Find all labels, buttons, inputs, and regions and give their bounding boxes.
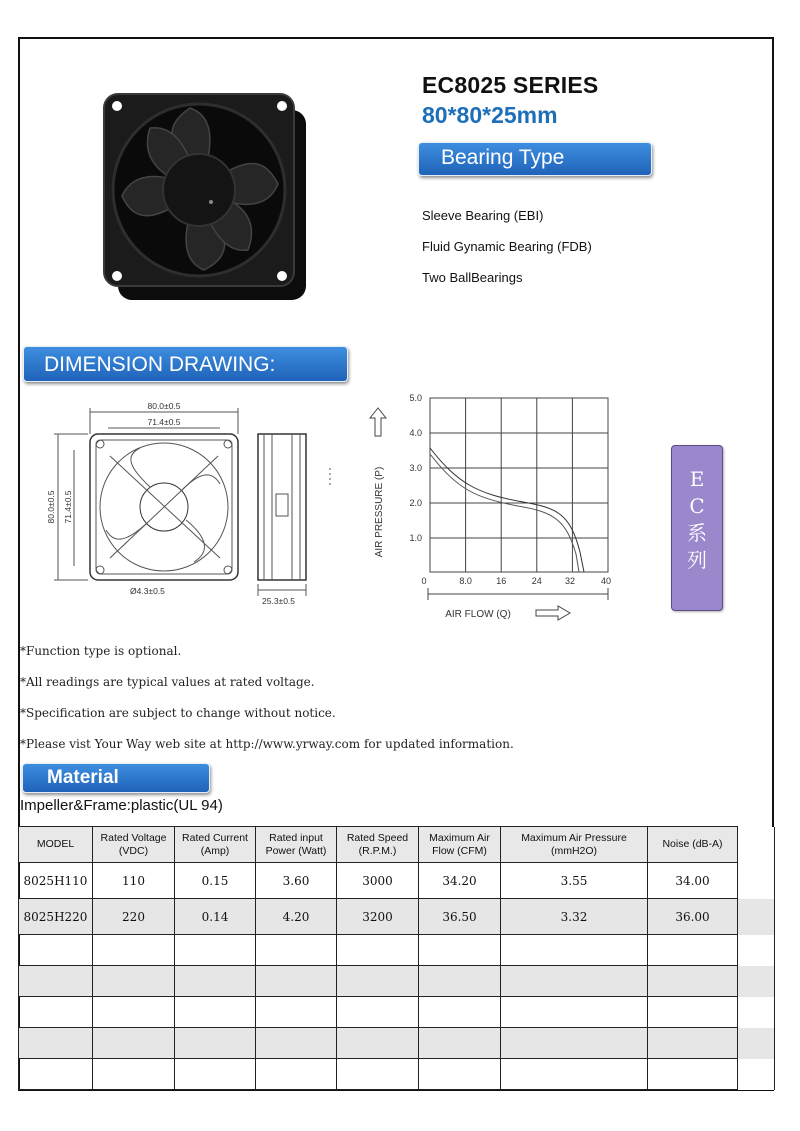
table-row xyxy=(19,899,775,935)
cell-spacer xyxy=(738,966,775,997)
empty-cell xyxy=(337,935,419,966)
ec-series-badge xyxy=(671,445,723,611)
empty-cell xyxy=(648,1059,738,1090)
cell-airflow: 34.20 xyxy=(419,863,501,899)
x-tick-label: 40 xyxy=(600,576,612,586)
cell-spacer xyxy=(738,997,775,1028)
cell-voltage: 110 xyxy=(93,863,175,899)
bearing-list xyxy=(422,200,592,293)
table-row-empty xyxy=(19,966,775,997)
cell-spacer xyxy=(738,1028,775,1059)
note-line: *Function type is optional. xyxy=(20,644,182,658)
cell-spacer xyxy=(738,899,775,935)
table-row-empty xyxy=(19,1059,775,1090)
empty-cell xyxy=(648,997,738,1028)
header-pressure: Maximum Air Pressure (mmH2O) xyxy=(501,827,648,863)
dim-height-outer: 80.0±0.5 xyxy=(46,490,56,524)
empty-cell xyxy=(501,1059,648,1090)
empty-cell xyxy=(648,1028,738,1059)
empty-cell xyxy=(256,1059,337,1090)
empty-cell xyxy=(337,966,419,997)
table-row-empty xyxy=(19,935,775,966)
empty-cell xyxy=(19,935,93,966)
bearing-item: Fluid Gynamic Bearing (FDB) xyxy=(422,239,592,254)
cell-spacer xyxy=(738,1059,775,1090)
empty-cell xyxy=(256,966,337,997)
dim-width-inner: 71.4±0.5 xyxy=(147,417,181,427)
empty-cell xyxy=(419,1028,501,1059)
cell-model: 8025H220 xyxy=(19,899,93,935)
empty-cell xyxy=(19,1028,93,1059)
spec-table xyxy=(18,826,775,1090)
cell-model: 8025H110 xyxy=(19,863,93,899)
bearing-type-heading xyxy=(418,142,652,176)
x-tick-label: 0 xyxy=(421,576,427,586)
empty-cell xyxy=(337,997,419,1028)
notes xyxy=(20,636,514,760)
empty-cell xyxy=(501,1028,648,1059)
empty-cell xyxy=(419,935,501,966)
dim-height-inner: 71.4±0.5 xyxy=(63,490,73,524)
empty-cell xyxy=(19,1059,93,1090)
x-tick-label: 16 xyxy=(496,576,507,586)
x-tick-label: 8.0 xyxy=(459,576,472,586)
performance-curve-chart xyxy=(358,384,648,629)
material-text: Impeller&Frame:plastic(UL 94) xyxy=(20,797,223,814)
dimension-drawing xyxy=(40,398,340,608)
note-line: *Specification are subject to change without notice. xyxy=(20,706,336,720)
empty-cell xyxy=(648,966,738,997)
empty-cell xyxy=(19,997,93,1028)
x-tick-label: 32 xyxy=(564,576,576,586)
y-tick-label: 3.0 xyxy=(409,463,422,473)
cell-spacer xyxy=(738,863,775,899)
empty-cell xyxy=(175,997,256,1028)
empty-cell xyxy=(175,1059,256,1090)
header-current: Rated Current (Amp) xyxy=(175,827,256,863)
empty-cell xyxy=(648,935,738,966)
y-tick-label: 1.0 xyxy=(409,533,422,543)
cell-airflow: 36.50 xyxy=(419,899,501,935)
empty-cell xyxy=(256,997,337,1028)
empty-cell xyxy=(419,1059,501,1090)
bearing-item: Sleeve Bearing (EBI) xyxy=(422,208,544,223)
header-noise: Noise (dB-A) xyxy=(648,827,738,863)
cell-pressure: 3.32 xyxy=(501,899,648,935)
cell-speed: 3200 xyxy=(337,899,419,935)
y-tick-label: 5.0 xyxy=(409,393,422,403)
empty-cell xyxy=(337,1059,419,1090)
dimension-drawing-label: DIMENSION DRAWING: xyxy=(44,353,276,376)
cell-speed: 3000 xyxy=(337,863,419,899)
fan-product-photo xyxy=(100,88,312,304)
header-speed: Rated Speed (R.P.M.) xyxy=(337,827,419,863)
empty-cell xyxy=(175,935,256,966)
empty-cell xyxy=(501,966,648,997)
note-line: *Please vist Your Way web site at http://www.yrway.com for updated information. xyxy=(20,737,514,751)
cell-current: 0.14 xyxy=(175,899,256,935)
header-airflow: Maximum Air Flow (CFM) xyxy=(419,827,501,863)
cell-noise: 36.00 xyxy=(648,899,738,935)
empty-cell xyxy=(256,935,337,966)
bearing-type-label: Bearing Type xyxy=(441,146,565,169)
table-row xyxy=(19,863,775,899)
x-axis-label: AIR FLOW (Q) xyxy=(445,609,511,620)
table-header-row xyxy=(19,827,775,863)
dim-width-outer: 80.0±0.5 xyxy=(147,401,181,411)
x-tick-label: 24 xyxy=(531,576,542,586)
header-power: Rated input Power (Watt) xyxy=(256,827,337,863)
dimension-drawing-heading xyxy=(23,346,348,382)
badge-line: 系 xyxy=(687,521,707,545)
empty-cell xyxy=(93,997,175,1028)
empty-cell xyxy=(93,966,175,997)
cell-voltage: 220 xyxy=(93,899,175,935)
cell-power: 4.20 xyxy=(256,899,337,935)
material-label: Material xyxy=(47,767,119,788)
empty-cell xyxy=(337,1028,419,1059)
empty-cell xyxy=(93,1059,175,1090)
empty-cell xyxy=(175,1028,256,1059)
empty-cell xyxy=(175,966,256,997)
header-spacer xyxy=(738,827,775,863)
cell-current: 0.15 xyxy=(175,863,256,899)
table-row-empty xyxy=(19,997,775,1028)
cell-spacer xyxy=(738,935,775,966)
empty-cell xyxy=(419,997,501,1028)
badge-line: 列 xyxy=(687,548,707,572)
header-model: MODEL xyxy=(19,827,93,863)
cell-pressure: 3.55 xyxy=(501,863,648,899)
empty-cell xyxy=(93,1028,175,1059)
dim-depth: 25.3±0.5 xyxy=(262,596,296,606)
empty-cell xyxy=(19,966,93,997)
y-tick-label: 4.0 xyxy=(409,428,422,438)
note-line: *All readings are typical values at rated voltage. xyxy=(20,675,315,689)
bearing-item: Two BallBearings xyxy=(422,270,523,285)
y-axis-label: AIR PRESSURE (P) xyxy=(374,466,385,558)
empty-cell xyxy=(501,935,648,966)
material-heading xyxy=(22,763,210,793)
cell-noise: 34.00 xyxy=(648,863,738,899)
series-title: EC8025 SERIES xyxy=(422,72,599,98)
table-row-empty xyxy=(19,1028,775,1059)
cell-power: 3.60 xyxy=(256,863,337,899)
empty-cell xyxy=(93,935,175,966)
badge-line: C xyxy=(689,494,705,518)
empty-cell xyxy=(501,997,648,1028)
header-voltage: Rated Voltage (VDC) xyxy=(93,827,175,863)
size-subtitle: 80*80*25mm xyxy=(422,102,558,128)
dim-hole: Ø4.3±0.5 xyxy=(130,586,165,596)
y-tick-label: 2.0 xyxy=(409,498,422,508)
empty-cell xyxy=(419,966,501,997)
badge-line: E xyxy=(689,467,705,491)
empty-cell xyxy=(256,1028,337,1059)
